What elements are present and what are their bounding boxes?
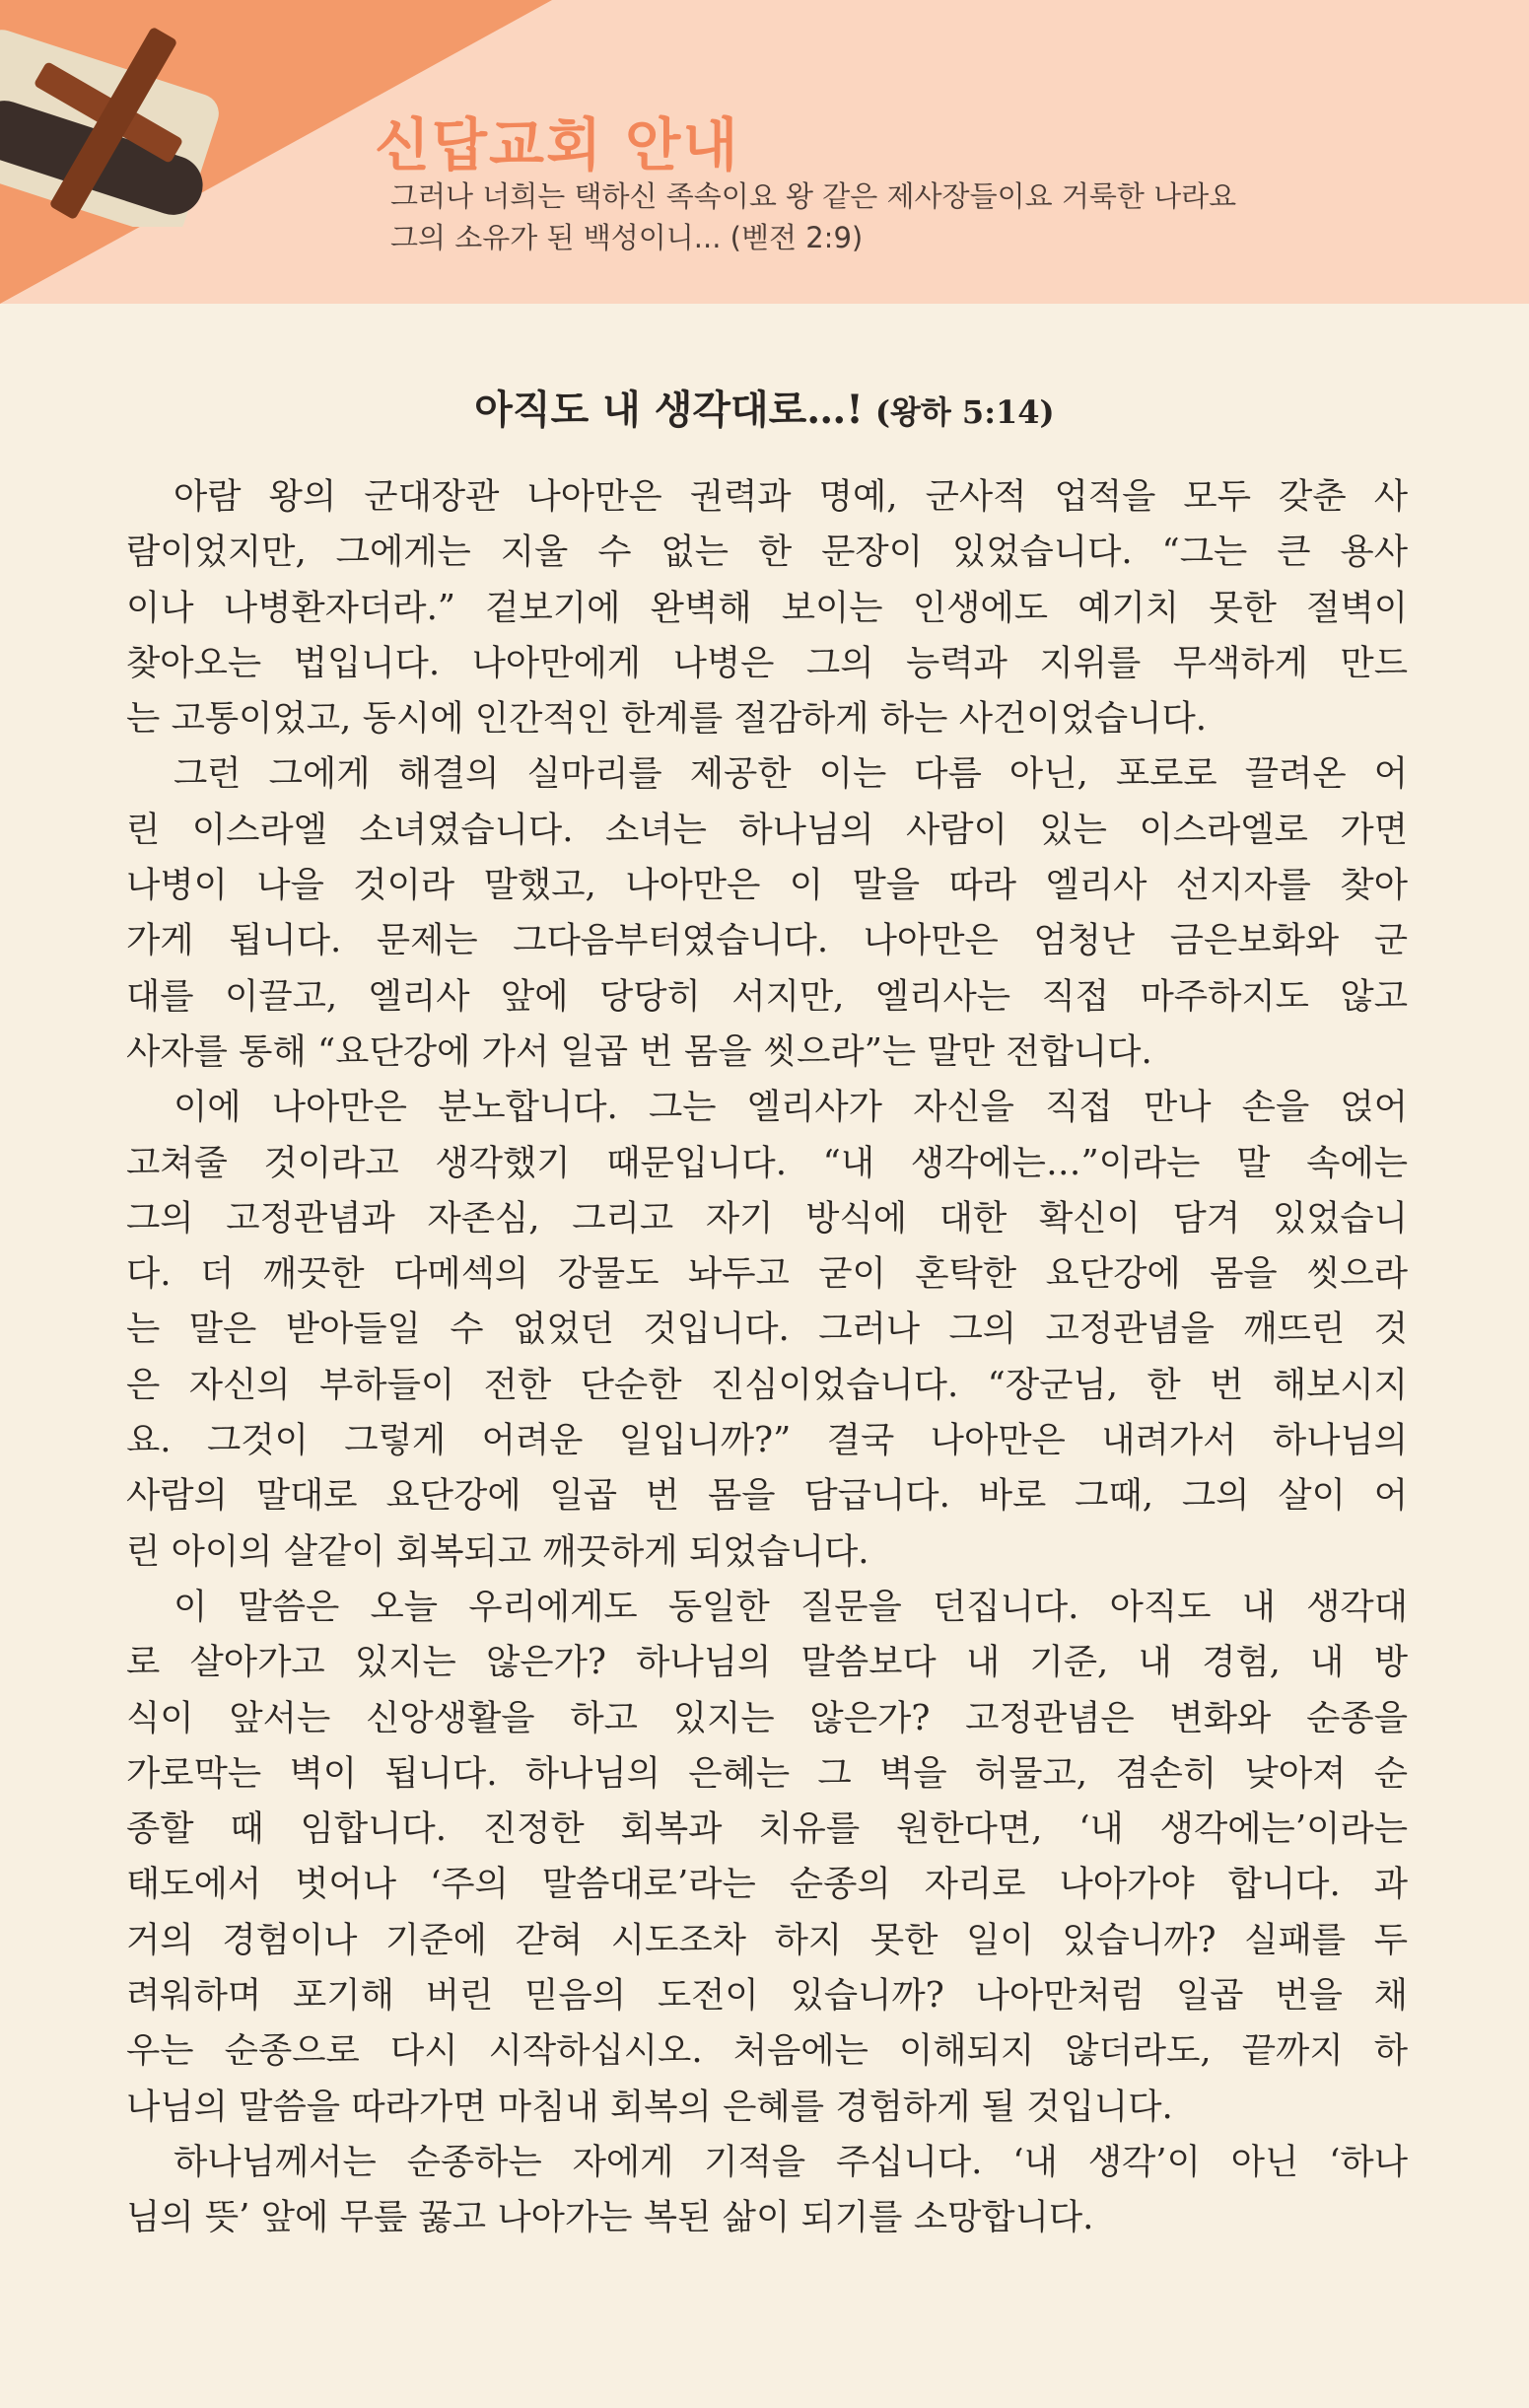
body-line: 사람의 말대로 요단강에 일곱 번 몸을 담급니다. 바로 그때, 그의 살이 어 bbox=[126, 1475, 1408, 1517]
body-line: 님의 뜻’ 앞에 무릎 꿇고 나아가는 복된 삶이 되기를 소망합니다. bbox=[126, 2197, 1094, 2238]
body-line: 람이었지만, 그에게는 지울 수 없는 한 문장이 있었습니다. “그는 큰 용사 bbox=[126, 531, 1408, 573]
body-line: 우는 순종으로 다시 시작하십시오. 처음에는 이해되지 않더라도, 끝까지 하 bbox=[126, 2030, 1408, 2072]
body-line: 가게 됩니다. 문제는 그다음부터였습니다. 나아만은 엄청난 금은보화와 군 bbox=[126, 920, 1408, 961]
cross-on-bible-icon bbox=[0, 0, 227, 227]
sermon-reference: (왕하 5:14) bbox=[874, 393, 1055, 431]
body-line: 식이 앞서는 신앙생활을 하고 있지는 않은가? 고정관념은 변화와 순종을 bbox=[126, 1697, 1408, 1738]
body-line: 로 살아가고 있지는 않은가? 하나님의 말씀보다 내 기준, 내 경험, 내 방 bbox=[126, 1642, 1408, 1683]
body-line: 요. 그것이 그렇게 어려운 일입니까?” 결국 나아만은 내려가서 하나님의 bbox=[126, 1420, 1408, 1461]
body-line: 사자를 통해 “요단강에 가서 일곱 번 몸을 씻으라”는 말만 전합니다. bbox=[126, 1030, 1152, 1072]
header-verse-line-1: 그러나 너희는 택하신 족속이요 왕 같은 제사장들이요 거룩한 나라요 bbox=[390, 179, 1237, 213]
body-line: 이나 나병환자더라.” 겉보기에 완벽해 보이는 인생에도 예기치 못한 절벽이 bbox=[126, 587, 1408, 628]
body-line: 거의 경험이나 기준에 갇혀 시도조차 하지 못한 일이 있습니까? 실패를 두 bbox=[126, 1919, 1408, 1960]
body-line: 그런 그에게 해결의 실마리를 제공한 이는 다름 아닌, 포로로 끌려온 어 bbox=[174, 753, 1408, 795]
body-line: 아람 왕의 군대장관 나아만은 권력과 명예, 군사적 업적을 모두 갖춘 사 bbox=[174, 476, 1408, 517]
header-verse bbox=[390, 176, 1475, 258]
body-line: 는 말은 받아들일 수 없었던 것입니다. 그러나 그의 고정관념을 깨뜨린 것 bbox=[126, 1309, 1408, 1350]
body-line: 려워하며 포기해 버린 믿음의 도전이 있습니까? 나아만처럼 일곱 번을 채 bbox=[126, 1975, 1408, 2017]
sermon-body bbox=[126, 469, 1408, 2246]
body-line: 대를 이끌고, 엘리사 앞에 당당히 서지만, 엘리사는 직접 마주하지도 않고 bbox=[126, 975, 1408, 1017]
page-title: 신답교회 안내 bbox=[375, 111, 740, 178]
body-line: 나병이 나을 것이라 말했고, 나아만은 이 말을 따라 엘리사 선지자를 찾아 bbox=[126, 865, 1408, 906]
sermon-title-text: 아직도 내 생각대로…! bbox=[474, 387, 864, 433]
body-line: 은 자신의 부하들이 전한 단순한 진심이었습니다. “장군님, 한 번 해보시지 bbox=[126, 1364, 1408, 1405]
body-line: 찾아오는 법입니다. 나아만에게 나병은 그의 능력과 지위를 무색하게 만드 bbox=[126, 642, 1408, 683]
header-band bbox=[0, 0, 1529, 304]
body-line: 종할 때 임합니다. 진정한 회복과 치유를 원한다면, ‘내 생각에는’이라는 bbox=[126, 1808, 1408, 1850]
body-line: 이에 나아만은 분노합니다. 그는 엘리사가 자신을 직접 만나 손을 얹어 bbox=[174, 1087, 1408, 1128]
sermon-title bbox=[0, 379, 1529, 435]
body-line: 가로막는 벽이 됩니다. 하나님의 은혜는 그 벽을 허물고, 겸손히 낮아져 순 bbox=[126, 1752, 1408, 1794]
body-line: 하나님께서는 순종하는 자에게 기적을 주십니다. ‘내 생각’이 아닌 ‘하나 bbox=[174, 2141, 1408, 2182]
body-line: 고쳐줄 것이라고 생각했기 때문입니다. “내 생각에는…”이라는 말 속에는 bbox=[126, 1142, 1408, 1183]
body-line: 린 이스라엘 소녀였습니다. 소녀는 하나님의 사람이 있는 이스라엘로 가면 bbox=[126, 809, 1408, 850]
header-verse-line-2: 그의 소유가 된 백성이니... (벧전 2:9) bbox=[390, 221, 864, 254]
body-line: 다. 더 깨끗한 다메섹의 강물도 놔두고 굳이 혼탁한 요단강에 몸을 씻으라 bbox=[126, 1253, 1408, 1295]
body-line: 그의 고정관념과 자존심, 그리고 자기 방식에 대한 확신이 담겨 있었습니 bbox=[126, 1197, 1408, 1239]
body-line: 는 고통이었고, 동시에 인간적인 한계를 절감하게 하는 사건이었습니다. bbox=[126, 698, 1208, 740]
body-line: 이 말씀은 오늘 우리에게도 동일한 질문을 던집니다. 아직도 내 생각대 bbox=[174, 1586, 1408, 1627]
body-line: 린 아이의 살같이 회복되고 깨끗하게 되었습니다. bbox=[126, 1530, 869, 1572]
body-line: 나님의 말씀을 따라가면 마침내 회복의 은혜를 경험하게 될 것입니다. bbox=[126, 2086, 1173, 2127]
body-line: 태도에서 벗어나 ‘주의 말씀대로’라는 순종의 자리로 나아가야 합니다. 과 bbox=[126, 1864, 1408, 1905]
